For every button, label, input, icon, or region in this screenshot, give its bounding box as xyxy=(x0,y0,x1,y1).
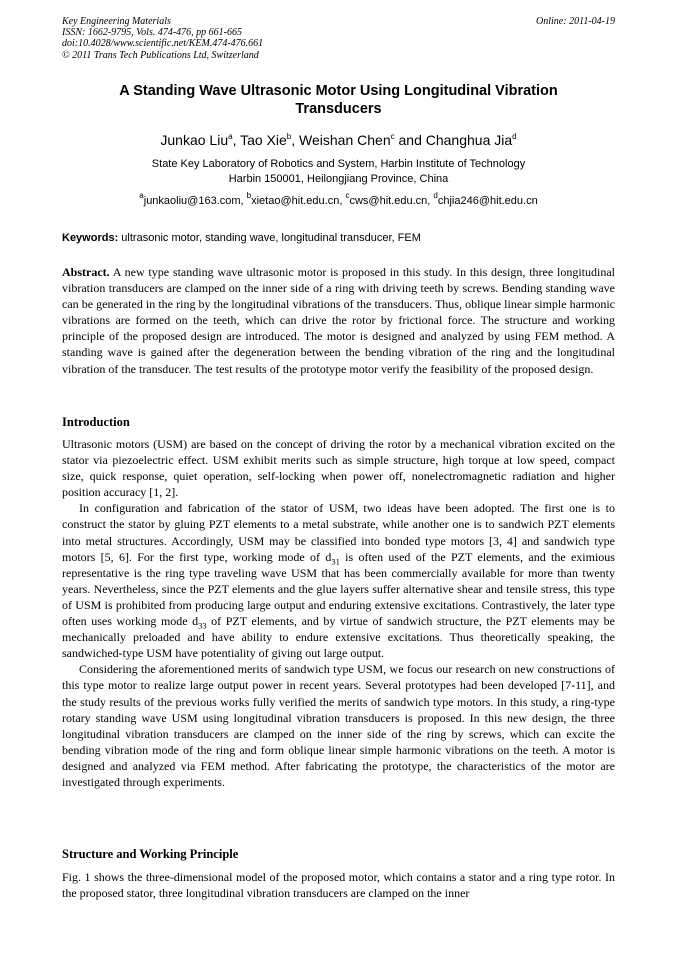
journal-header xyxy=(62,16,263,61)
paragraph-text: of PZT elements, and by virtue of sandwich structure, the PZT elements may be mechanically preloaded and have ability to endure extensive excitations. Thus theoretically speaking, the sandwiched-type USM have potentiality of giving out large output. xyxy=(62,614,615,661)
keywords-label: Keywords: xyxy=(62,232,119,244)
author-name: Junkao Liu xyxy=(160,132,229,148)
email-mark: d xyxy=(433,191,438,200)
author-name: Tao Xie xyxy=(240,132,287,148)
structure-section xyxy=(62,869,615,901)
author-separator: , xyxy=(291,132,300,148)
paper-title xyxy=(62,82,615,118)
title-line-1: A Standing Wave Ultrasonic Motor Using Longitudinal Vibration xyxy=(119,83,558,99)
paragraph-text: is often used of the PZT elements, and the eximious representative is the ring type traveling wave USM that has been commercially available for more than twenty years. Nevertheless, since the PZT elements and the glue layers suffer alternative shear and tensile stress, this type of USM is prohibited from producing large output and enduring extensive excitations. Contrastively, the later type often uses working mode d xyxy=(62,549,615,629)
paragraph: Fig. 1 shows the three-dimensional model of the proposed motor, which contains a stator and a ring type rotor. In the proposed stator, three longitudinal vibration transducers are clamped on the inner xyxy=(62,870,615,901)
author-affil-mark: b xyxy=(286,132,292,141)
affiliation-line-2: Harbin 150001, Heilongjiang Province, China xyxy=(228,173,449,185)
author-affil-mark: c xyxy=(390,132,395,141)
author-name: Weishan Chen xyxy=(299,132,391,148)
keywords-text: ultrasonic motor, standing wave, longitudinal transducer, FEM xyxy=(118,232,421,244)
online-date: Online: 2011-04-19 xyxy=(536,16,615,27)
affiliation xyxy=(62,157,615,187)
author-list xyxy=(62,132,615,149)
abstract-text: A new type standing wave ultrasonic motor is proposed in this study. In this design, three longitudinal vibration transducers are clamped on the inner side of a ring with driving teeth by screws. Bending standing wave can be generated in the ring by the longitudinal vibrations of the transducers. Thus, oblique linear simple harmonic vibrations are formed on the teeth, which can drive the rotor by frictional force. The structure and working principle of the proposed design are introduced. The motor is designed and analyzed by using FEM method. A standing wave is gained after the degeneration between the bending vibration of the ring and the longitudinal vibration of the transducer. The test results of the prototype motor verify the feasibility of the proposed design. xyxy=(62,265,615,376)
paragraph: Considering the aforementioned merits of sandwich type USM, we focus our research on new constructions of this type motor to realize large output power in recent years. Several prototypes had been developed [7-11], and the study results of the previous works fully verified the merits of sandwich type motors. In this study, a ring-type rotary standing wave USM using longitudinal vibration transducers is proposed. In this new design, the three longitudinal vibration transducers are clamped on the inner side of the ring by screws, which can excite the bending vibration mode of the ring and form oblique linear simple harmonic vibrations on the teeth. A motor is designed and analyzed via FEM method. After fabricating the prototype, the characteristics of the motor are investigated through experiments. xyxy=(62,662,615,789)
author-and: and xyxy=(394,132,426,148)
paragraph xyxy=(62,500,615,661)
email-address: junkaoliu@163.com xyxy=(143,195,241,207)
issn-line: ISSN: 1662-9795, Vols. 474-476, pp 661-665 xyxy=(62,27,242,39)
email-mark: b xyxy=(246,191,252,200)
affiliation-line-1: State Key Laboratory of Robotics and System, Harbin Institute of Technology xyxy=(151,158,526,170)
journal-name: Key Engineering Materials xyxy=(62,16,171,27)
author-emails: $^a$junkaoliu@163.com, $^b$xietao@hit.edu.cn, $^c$cws@hit.edu.cn, $^d$chjia246@hit.edu.cn xyxy=(139,191,538,207)
keywords xyxy=(62,231,615,245)
author-affil-mark: d xyxy=(512,132,517,141)
email-address: chjia246@hit.edu.cn xyxy=(437,195,538,207)
section-heading-structure: Structure and Working Principle xyxy=(62,847,239,861)
author-affil-mark: a xyxy=(228,132,233,141)
author-separator: , xyxy=(232,132,241,148)
email-address: xietao@hit.edu.cn xyxy=(251,195,340,207)
email-mark: a xyxy=(139,191,144,200)
paragraph-text: In configuration and fabrication of the stator of USM, two ideas have been adopted. The first one is to construct the stator by gluing PZT elements to a metal substrate, while another one is to sandwich PZT elements into metal structures. Accordingly, USM may be classified into bonded type motors [3, 4] and sandwich type motors [5, 6]. For the first type, working mode of d xyxy=(62,501,615,564)
copyright-line: © 2011 Trans Tech Publications Ltd, Switzerland xyxy=(62,49,259,61)
author-name: Changhua Jia xyxy=(425,132,513,148)
title-line-2: Transducers xyxy=(295,101,382,117)
doi-line: doi:10.4028/www.scientific.net/KEM.474-476.661 xyxy=(62,38,264,50)
email-address: cws@hit.edu.cn xyxy=(349,195,428,207)
subscript: 33 xyxy=(198,620,207,631)
section-heading-introduction: Introduction xyxy=(62,415,130,429)
abstract xyxy=(62,264,615,377)
paragraph: Ultrasonic motors (USM) are based on the concept of driving the rotor by a mechanical vibration excited on the stator via piezoelectric effect. USM exhibit merits such as simple structure, high torque at low speed, compact size, quick response, quiet operation, self-locking when power off, nonelectromagnetic radiation and higher position accuracy [1, 2]. xyxy=(62,437,615,500)
introduction-section xyxy=(62,436,615,790)
email-mark: c xyxy=(345,191,350,200)
abstract-label: Abstract. xyxy=(62,265,110,279)
subscript: 31 xyxy=(331,556,340,567)
